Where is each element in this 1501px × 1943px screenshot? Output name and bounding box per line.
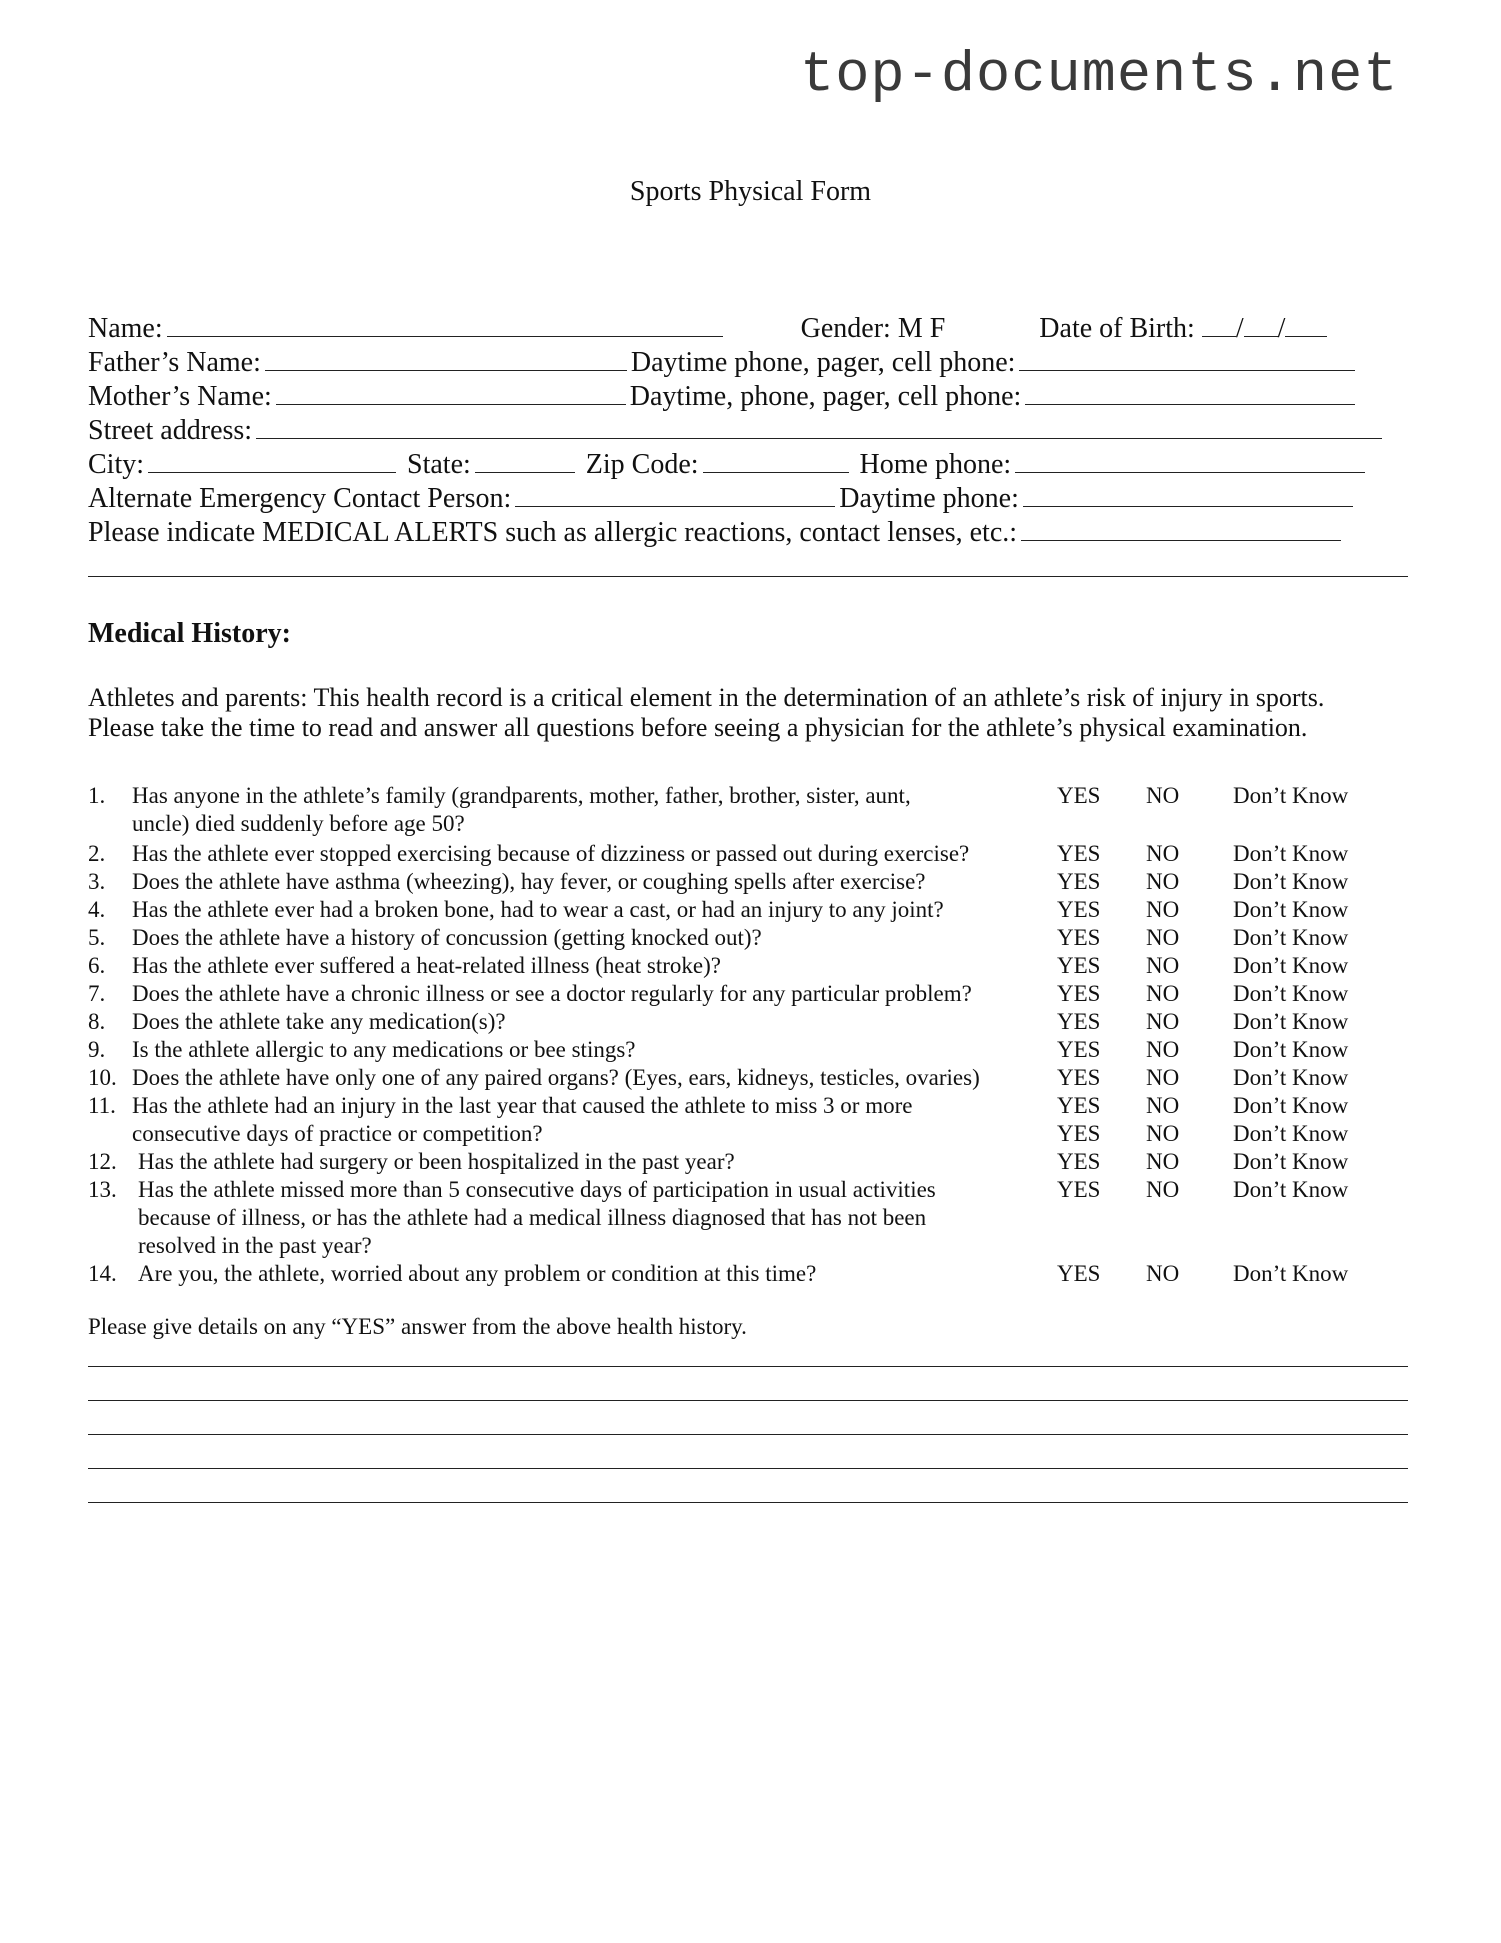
- question-text: resolved in the past year?: [138, 1233, 372, 1258]
- yes-option[interactable]: YES: [1057, 953, 1101, 978]
- dont-know-option[interactable]: Don’t Know: [1233, 1009, 1349, 1034]
- yes-option[interactable]: YES: [1057, 1261, 1101, 1286]
- question-number: 14.: [88, 1261, 117, 1286]
- alt-contact-row: [88, 482, 1408, 516]
- question-text: Does the athlete have a chronic illness or see a doctor regularly for any particular problem?: [132, 981, 972, 1006]
- dont-know-option[interactable]: Don’t Know: [1233, 841, 1349, 866]
- street-label: Street address:: [88, 415, 253, 446]
- street-row: [88, 414, 1408, 448]
- yes-option[interactable]: YES: [1057, 841, 1101, 866]
- question-text: Does the athlete have asthma (wheezing), hay fever, or coughing spells after exercise?: [132, 869, 926, 894]
- no-option[interactable]: NO: [1146, 1037, 1180, 1062]
- gender-label: Gender: M F: [800, 313, 946, 344]
- alt-contact-field[interactable]: [515, 482, 835, 507]
- yes-option[interactable]: YES: [1057, 897, 1101, 922]
- state-field[interactable]: [475, 448, 575, 473]
- details-line[interactable]: [88, 1434, 1408, 1435]
- name-row: [88, 312, 1408, 346]
- father-phone-field[interactable]: [1019, 346, 1355, 371]
- medical-alerts-extra-line[interactable]: [88, 576, 1408, 577]
- dont-know-option[interactable]: Don’t Know: [1233, 783, 1349, 808]
- details-prompt: Please give details on any “YES” answer from the above health history.: [88, 1314, 747, 1339]
- dont-know-option[interactable]: Don’t Know: [1233, 869, 1349, 894]
- page-title: Sports Physical Form: [629, 176, 872, 207]
- dob-month-field[interactable]: [1202, 312, 1236, 337]
- details-line[interactable]: [88, 1366, 1408, 1367]
- question-text: Has the athlete ever had a broken bone, had to wear a cast, or had an injury to any joint?: [132, 897, 944, 922]
- intro-line: Please take the time to read and answer all questions before seeing a physician for the athlete’s physical examination.: [88, 713, 1308, 742]
- yes-option[interactable]: YES: [1057, 1037, 1101, 1062]
- city-field[interactable]: [148, 448, 396, 473]
- medical-alerts-label: Please indicate MEDICAL ALERTS such as allergic reactions, contact lenses, etc.:: [88, 517, 1018, 548]
- no-option[interactable]: NO: [1146, 783, 1180, 808]
- dont-know-option[interactable]: Don’t Know: [1233, 897, 1349, 922]
- question-number: 2.: [88, 841, 106, 866]
- question-number: 7.: [88, 981, 106, 1006]
- name-label: Name:: [88, 313, 163, 344]
- no-option[interactable]: NO: [1146, 869, 1180, 894]
- question-number: 12.: [88, 1149, 117, 1174]
- details-line[interactable]: [88, 1468, 1408, 1469]
- dont-know-option[interactable]: Don’t Know: [1233, 1121, 1349, 1146]
- question-text: uncle) died suddenly before age 50?: [132, 811, 465, 836]
- alt-phone-label: Daytime phone:: [839, 483, 1019, 514]
- yes-option[interactable]: YES: [1057, 1009, 1101, 1034]
- dont-know-option[interactable]: Don’t Know: [1233, 1177, 1349, 1202]
- details-line[interactable]: [88, 1400, 1408, 1401]
- question-text: Does the athlete have a history of concussion (getting knocked out)?: [132, 925, 762, 950]
- yes-option[interactable]: YES: [1057, 869, 1101, 894]
- yes-option[interactable]: YES: [1057, 981, 1101, 1006]
- question-number: 11.: [88, 1093, 116, 1118]
- father-phone-label: Daytime phone, pager, cell phone:: [630, 347, 1016, 378]
- question-number: 6.: [88, 953, 106, 978]
- city-row: [88, 448, 1408, 482]
- dob-separator: /: [1277, 313, 1286, 344]
- dont-know-option[interactable]: Don’t Know: [1233, 1093, 1349, 1118]
- question-number: 8.: [88, 1009, 106, 1034]
- dont-know-option[interactable]: Don’t Know: [1233, 953, 1349, 978]
- question-number: 4.: [88, 897, 106, 922]
- intro-line: Athletes and parents: This health record is a critical element in the determination of an athlete’s risk of injury in sports.: [88, 683, 1325, 712]
- mother-row: [88, 380, 1408, 414]
- home-phone-label: Home phone:: [859, 449, 1012, 480]
- medical-history-heading: Medical History:: [88, 618, 291, 649]
- dont-know-option[interactable]: Don’t Know: [1233, 1149, 1349, 1174]
- question-text: Does the athlete take any medication(s)?: [132, 1009, 506, 1034]
- dont-know-option[interactable]: Don’t Know: [1233, 925, 1349, 950]
- father-name-label: Father’s Name:: [88, 347, 261, 378]
- yes-option[interactable]: YES: [1057, 1177, 1101, 1202]
- yes-option[interactable]: YES: [1057, 1121, 1101, 1146]
- question-number: 13.: [88, 1177, 117, 1202]
- state-label: State:: [407, 449, 471, 480]
- question-number: 1.: [88, 783, 106, 808]
- dob-separator: /: [1235, 313, 1244, 344]
- mother-phone-field[interactable]: [1025, 380, 1355, 405]
- question-text: Has the athlete ever stopped exercising because of dizziness or passed out during exercise?: [132, 841, 970, 866]
- yes-option[interactable]: YES: [1057, 1149, 1101, 1174]
- dob-label: Date of Birth:: [1039, 313, 1195, 344]
- yes-option[interactable]: YES: [1057, 1065, 1101, 1090]
- dob-day-field[interactable]: [1244, 312, 1278, 337]
- alt-phone-field[interactable]: [1023, 482, 1353, 507]
- no-option[interactable]: NO: [1146, 925, 1180, 950]
- no-option[interactable]: NO: [1146, 1009, 1180, 1034]
- name-field[interactable]: [167, 312, 723, 337]
- mother-name-field[interactable]: [276, 380, 626, 405]
- question-text: Does the athlete have only one of any paired organs? (Eyes, ears, kidneys, testicles, ovaries): [132, 1065, 980, 1090]
- question-text: Has the athlete had surgery or been hospitalized in the past year?: [138, 1149, 735, 1174]
- dont-know-option[interactable]: Don’t Know: [1233, 981, 1349, 1006]
- question-text: consecutive days of practice or competition?: [132, 1121, 543, 1146]
- dont-know-option[interactable]: Don’t Know: [1233, 1065, 1349, 1090]
- no-option[interactable]: NO: [1146, 1093, 1180, 1118]
- no-option[interactable]: NO: [1146, 897, 1180, 922]
- question-text: Has anyone in the athlete’s family (grandparents, mother, father, brother, sister, aunt,: [132, 783, 911, 808]
- no-option[interactable]: NO: [1146, 1065, 1180, 1090]
- dont-know-option[interactable]: Don’t Know: [1233, 1261, 1349, 1286]
- medical-alerts-field[interactable]: [1021, 516, 1341, 541]
- dob-year-field[interactable]: [1285, 312, 1327, 337]
- father-row: [88, 346, 1408, 380]
- question-number: 10.: [88, 1065, 117, 1090]
- city-label: City:: [88, 449, 145, 480]
- no-option[interactable]: NO: [1146, 1149, 1180, 1174]
- no-option[interactable]: NO: [1146, 1261, 1180, 1286]
- medical-alerts-row: [88, 516, 1408, 550]
- zip-field[interactable]: [703, 448, 849, 473]
- question-text: Are you, the athlete, worried about any problem or condition at this time?: [138, 1261, 817, 1286]
- question-text: Has the athlete had an injury in the last year that caused the athlete to miss 3 or more: [132, 1093, 913, 1118]
- question-number: 3.: [88, 869, 106, 894]
- question-number: 9.: [88, 1037, 106, 1062]
- mother-name-label: Mother’s Name:: [88, 381, 272, 412]
- details-line[interactable]: [88, 1502, 1408, 1503]
- home-phone-field[interactable]: [1015, 448, 1365, 473]
- yes-option[interactable]: YES: [1057, 1093, 1101, 1118]
- mother-phone-label: Daytime, phone, pager, cell phone:: [629, 381, 1022, 412]
- watermark-logo: top-documents.net: [800, 44, 1399, 108]
- zip-label: Zip Code:: [585, 449, 699, 480]
- question-text: because of illness, or has the athlete had a medical illness diagnosed that has not been: [138, 1205, 927, 1230]
- no-option[interactable]: NO: [1146, 841, 1180, 866]
- question-text: Has the athlete missed more than 5 consecutive days of participation in usual activities: [138, 1177, 936, 1202]
- question-number: 5.: [88, 925, 106, 950]
- no-option[interactable]: NO: [1146, 1121, 1180, 1146]
- medical-history-intro: [88, 683, 1428, 743]
- no-option[interactable]: NO: [1146, 981, 1180, 1006]
- alt-contact-label: Alternate Emergency Contact Person:: [88, 483, 512, 514]
- question-text: Is the athlete allergic to any medications or bee stings?: [132, 1037, 636, 1062]
- street-field[interactable]: [256, 414, 1382, 439]
- dont-know-option[interactable]: Don’t Know: [1233, 1037, 1349, 1062]
- yes-option[interactable]: YES: [1057, 925, 1101, 950]
- question-text: Has the athlete ever suffered a heat-related illness (heat stroke)?: [132, 953, 721, 978]
- father-name-field[interactable]: [265, 346, 627, 371]
- no-option[interactable]: NO: [1146, 953, 1180, 978]
- no-option[interactable]: NO: [1146, 1177, 1180, 1202]
- yes-option[interactable]: YES: [1057, 783, 1101, 808]
